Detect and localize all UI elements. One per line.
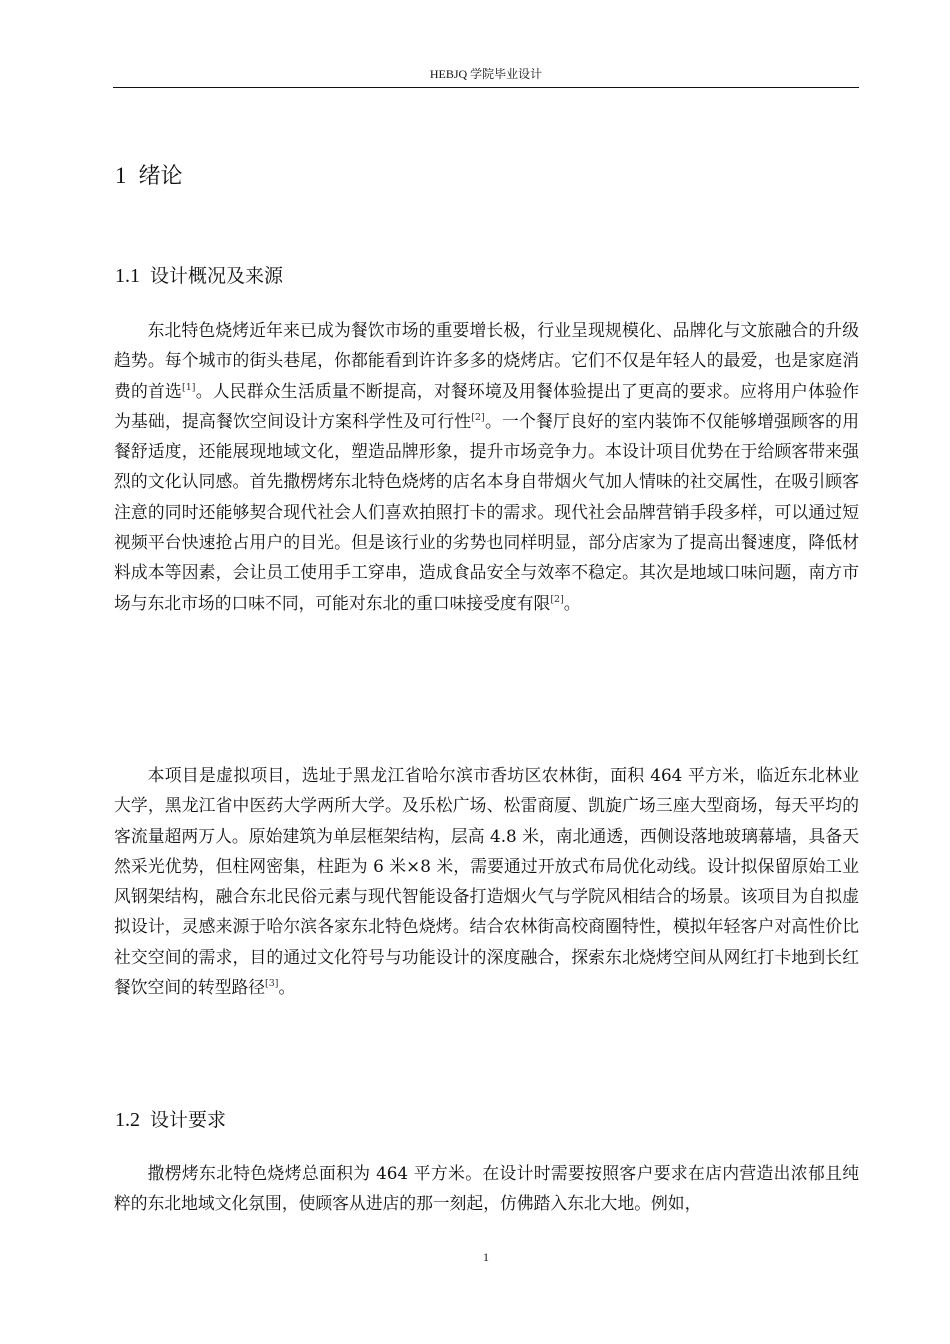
running-header: HEBJQ 学院毕业设计 bbox=[429, 67, 543, 81]
chapter-number: 1 bbox=[115, 163, 127, 188]
section-title: 设计要求 bbox=[150, 1109, 227, 1131]
body-paragraph bbox=[114, 1158, 859, 1219]
paragraph-text: 。 bbox=[278, 977, 296, 998]
citation-ref[interactable]: [1] bbox=[182, 381, 196, 393]
page-number: 1 bbox=[483, 1250, 489, 1264]
paragraph-text: 东北特色烧烤近年来已成为餐饮市场的重要增长极，行业呈现规模化、品牌化与文旅融合的升级趋势。每个城市的街头巷尾，你都能看到许许多多的烧烤店。它们不仅是年轻人的最爱，也是家庭消费的首选 bbox=[114, 320, 859, 401]
paragraph-text: 。人民群众生活质量不断提高，对餐环境及用餐体验提出了更高的要求。应将用户体验作为基础，提高餐饮空间设计方案科学性及可行性 bbox=[114, 380, 859, 431]
body-paragraph bbox=[114, 760, 859, 1002]
section-heading-1-1 bbox=[115, 263, 283, 289]
section-number: 1.2 bbox=[115, 1109, 140, 1131]
paragraph-text: 。 bbox=[563, 592, 581, 613]
section-title: 设计概况及来源 bbox=[150, 265, 284, 287]
paragraph-text: 本项目是虚拟项目，选址于黑龙江省哈尔滨市香坊区农林街，面积 464 平方米，临近东北林业大学，黑龙江省中医药大学两所大学。及乐松广场、松雷商厦、凯旋广场三座大型商场，每天平均的客流量超两万人。原始建筑为单层框架结构，层高 4.8 米，南北通透，西侧设落地玻璃幕墙，具备天然采光优势，但柱网密集，柱距为 6 米×8 米，需要通过开放式布局优化动线。设计拟保留原始工业风钢架结构，融合东北民俗元素与现代智能设备打造烟火气与学院风相结合的场景。该项目为自拟虚拟设计，灵感来源于哈尔滨各家东北特色烧烤。结合农林街高校商圈特性，模拟年轻客户对高性价比社交空间的需求，目的通过文化符号与功能设计的深度融合，探索东北烧烤空间从网红打卡地到长红餐饮空间的转型路径 bbox=[114, 765, 859, 998]
body-paragraph bbox=[114, 315, 859, 618]
chapter-title: 绪论 bbox=[138, 164, 183, 189]
citation-ref[interactable]: [2] bbox=[550, 593, 564, 605]
citation-ref[interactable]: [2] bbox=[471, 411, 485, 423]
chapter-heading bbox=[115, 161, 183, 192]
section-heading-1-2 bbox=[115, 1107, 226, 1133]
paragraph-text: 撒楞烤东北特色烧烤总面积为 464 平方米。在设计时需要按照客户要求在店内营造出浓郁且纯粹的东北地域文化氛围，使顾客从进店的那一刻起，仿佛踏入东北大地。例如， bbox=[114, 1163, 859, 1214]
paragraph-text: 。一个餐厅良好的室内装饰不仅能够增强顾客的用餐舒适度，还能展现地域文化，塑造品牌形象，提升市场竞争力。本设计项目优势在于给顾客带来强烈的文化认同感。首先撒楞烤东北特色烧烤的店名本身自带烟火气加人情味的社交属性，在吸引顾客注意的同时还能够契合现代社会人们喜欢拍照打卡的需求。现代社会品牌营销手段多样，可以通过短视频平台快速抢占用户的目光。但是该行业的劣势也同样明显，部分店家为了提高出餐速度，降低材料成本等因素，会让员工使用手工穿串，造成食品安全与效率不稳定。其次是地域口味问题，南方市场与东北市场的口味不同，可能对东北的重口味接受度有限 bbox=[114, 410, 859, 613]
section-number: 1.1 bbox=[115, 265, 140, 287]
citation-ref[interactable]: [3] bbox=[265, 978, 279, 990]
header-rule bbox=[113, 87, 859, 88]
